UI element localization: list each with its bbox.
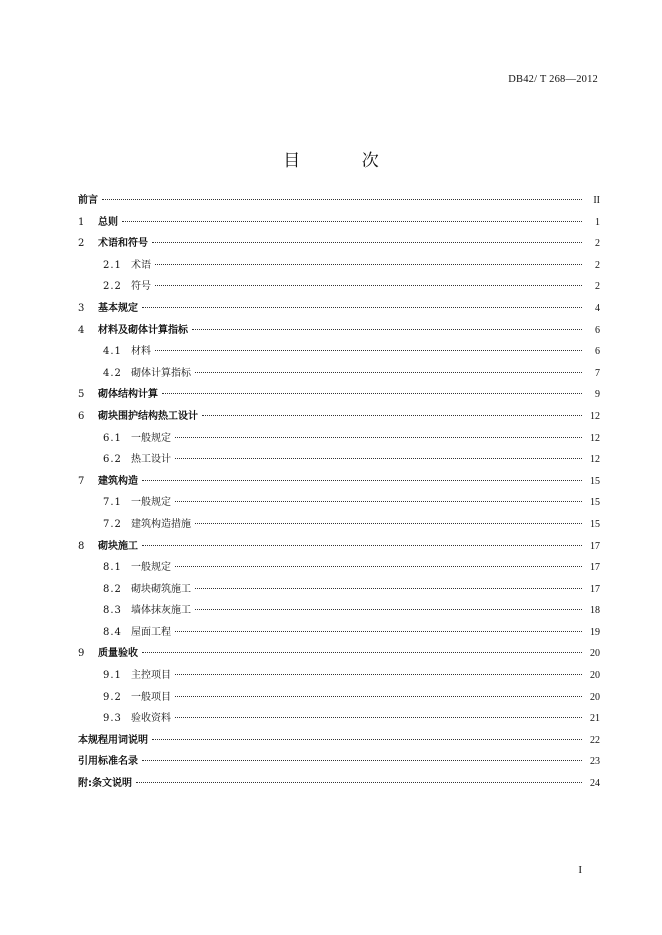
document-code: DB42/ T 268—2012 xyxy=(508,74,598,85)
toc-entry-title: 热工设计 xyxy=(131,454,171,466)
toc-entry-page: 1 xyxy=(595,216,600,228)
toc-entry[interactable] xyxy=(78,600,600,622)
toc-entry-title: 符号 xyxy=(131,281,151,293)
toc-entry-page: 12 xyxy=(590,454,600,466)
dot-leader xyxy=(175,696,582,697)
dot-leader xyxy=(155,264,582,265)
dot-leader xyxy=(195,523,582,524)
dot-leader xyxy=(175,566,582,567)
toc-entry-page: 9 xyxy=(595,389,600,401)
toc-entry[interactable] xyxy=(78,233,600,255)
toc-entry-title: 附:条文说明 xyxy=(78,778,132,790)
toc-entry-page: II xyxy=(593,195,600,206)
dot-leader xyxy=(175,458,582,459)
dot-leader xyxy=(152,242,582,243)
toc-entry-title: 砌体计算指标 xyxy=(131,367,191,379)
toc-entry-title: 前言 xyxy=(78,195,98,206)
toc-entry-number: 6 xyxy=(78,410,85,422)
toc-entry[interactable] xyxy=(78,298,600,320)
toc-entry-number: 1 xyxy=(78,216,85,228)
toc-entry-number: 6.2 xyxy=(103,454,122,466)
dot-leader xyxy=(142,307,582,308)
toc-entry[interactable] xyxy=(78,492,600,514)
toc-entry-number: 8 xyxy=(78,540,85,552)
toc-entry-page: 6 xyxy=(595,324,600,336)
toc-entry[interactable] xyxy=(78,751,600,773)
toc-entry-title: 建筑构造 xyxy=(98,475,138,487)
toc-entry-number: 8.3 xyxy=(103,605,122,617)
dot-leader xyxy=(155,350,582,351)
toc-entry-page: 22 xyxy=(590,734,600,746)
toc-entry-title: 一般规定 xyxy=(131,497,171,509)
toc-entry-title: 一般项目 xyxy=(131,691,171,703)
toc-entry[interactable] xyxy=(78,212,600,234)
toc-entry-title: 砌体结构计算 xyxy=(98,389,158,401)
toc-entry-page: 4 xyxy=(595,302,600,314)
dot-leader xyxy=(142,760,582,761)
dot-leader xyxy=(162,393,582,394)
toc-entry-number: 2.2 xyxy=(103,281,122,293)
toc-entry-title: 砌块砌筑施工 xyxy=(131,583,191,595)
toc-entry-title: 墙体抹灰施工 xyxy=(131,605,191,617)
toc-entry[interactable] xyxy=(78,190,600,212)
dot-leader xyxy=(155,285,582,286)
toc-entry-page: 2 xyxy=(595,238,600,250)
toc-entry[interactable] xyxy=(78,276,600,298)
toc-entry-page: 2 xyxy=(595,259,600,271)
toc-entry-title: 屋面工程 xyxy=(131,626,171,638)
dot-leader xyxy=(195,609,582,610)
toc-entry[interactable] xyxy=(78,471,600,493)
toc-entry-number: 9 xyxy=(78,648,85,660)
dot-leader xyxy=(142,545,582,546)
toc-entry[interactable] xyxy=(78,579,600,601)
dot-leader xyxy=(122,221,582,222)
toc-entry-page: 15 xyxy=(590,475,600,487)
toc-entry-title: 总则 xyxy=(98,216,118,228)
toc-entry-title: 基本规定 xyxy=(98,302,138,314)
toc-entry-number: 5 xyxy=(78,389,85,401)
dot-leader xyxy=(152,739,582,740)
dot-leader xyxy=(142,652,582,653)
toc-entry[interactable] xyxy=(78,320,600,342)
toc-entry-number: 9.3 xyxy=(103,713,122,725)
toc-entry-title: 材料及砌体计算指标 xyxy=(98,324,188,336)
toc-entry-number: 8.1 xyxy=(103,562,122,574)
toc-entry-number: 8.4 xyxy=(103,626,122,638)
toc-entry-page: 24 xyxy=(590,778,600,790)
toc-entry-page: 17 xyxy=(590,562,600,574)
toc-entry[interactable] xyxy=(78,514,600,536)
toc-entry[interactable] xyxy=(78,643,600,665)
toc-entry-page: 17 xyxy=(590,540,600,552)
table-of-contents xyxy=(78,190,600,795)
toc-entry-number: 7.1 xyxy=(103,497,122,509)
toc-entry[interactable] xyxy=(78,384,600,406)
toc-entry[interactable] xyxy=(78,665,600,687)
toc-entry-title: 质量验收 xyxy=(98,648,138,660)
toc-entry[interactable] xyxy=(78,341,600,363)
toc-entry[interactable] xyxy=(78,708,600,730)
toc-entry-page: 23 xyxy=(590,756,600,768)
toc-entry-page: 18 xyxy=(590,605,600,617)
dot-leader xyxy=(136,782,582,783)
toc-entry-number: 4.2 xyxy=(103,367,122,379)
toc-entry[interactable] xyxy=(78,557,600,579)
dot-leader xyxy=(175,674,582,675)
toc-entry-number: 3 xyxy=(78,302,85,314)
toc-entry[interactable] xyxy=(78,428,600,450)
toc-entry-title: 验收资料 xyxy=(131,713,171,725)
toc-entry-title: 建筑构造措施 xyxy=(131,518,191,530)
toc-entry-number: 7.2 xyxy=(103,518,122,530)
toc-entry-page: 2 xyxy=(595,281,600,293)
toc-entry-number: 2 xyxy=(78,238,85,250)
toc-entry-title: 引用标准名录 xyxy=(78,756,138,768)
toc-entry-page: 20 xyxy=(590,691,600,703)
toc-entry[interactable] xyxy=(78,406,600,428)
toc-entry-page: 12 xyxy=(590,410,600,422)
toc-entry-title: 一般规定 xyxy=(131,562,171,574)
toc-entry-page: 15 xyxy=(590,497,600,509)
dot-leader xyxy=(192,329,582,330)
toc-entry-number: 6.1 xyxy=(103,432,122,444)
toc-entry-page: 12 xyxy=(590,432,600,444)
toc-entry[interactable] xyxy=(78,687,600,709)
dot-leader xyxy=(175,501,582,502)
toc-entry-number: 4 xyxy=(78,324,85,336)
toc-entry-page: 7 xyxy=(595,367,600,379)
toc-entry-title: 主控项目 xyxy=(131,670,171,682)
toc-entry[interactable] xyxy=(78,255,600,277)
toc-entry-page: 20 xyxy=(590,670,600,682)
toc-title: 目 次 xyxy=(283,151,407,171)
page-number: I xyxy=(578,864,582,876)
dot-leader xyxy=(202,415,582,416)
toc-entry[interactable] xyxy=(78,363,600,385)
toc-entry-title: 术语 xyxy=(131,259,151,271)
dot-leader xyxy=(175,437,582,438)
toc-entry-page: 15 xyxy=(590,518,600,530)
toc-entry-number: 7 xyxy=(78,475,85,487)
dot-leader xyxy=(195,372,582,373)
toc-entry-page: 21 xyxy=(590,713,600,725)
toc-entry[interactable] xyxy=(78,536,600,558)
toc-entry[interactable] xyxy=(78,449,600,471)
dot-leader xyxy=(175,631,582,632)
toc-entry-title: 材料 xyxy=(131,346,151,358)
toc-entry-page: 6 xyxy=(595,346,600,358)
toc-entry[interactable] xyxy=(78,773,600,795)
toc-entry-page: 17 xyxy=(590,583,600,595)
toc-entry-number: 2.1 xyxy=(103,259,122,271)
toc-entry-title: 砌块施工 xyxy=(98,540,138,552)
dot-leader xyxy=(142,480,582,481)
dot-leader xyxy=(175,717,582,718)
toc-entry-title: 术语和符号 xyxy=(98,238,148,250)
toc-entry-page: 20 xyxy=(590,648,600,660)
toc-entry[interactable] xyxy=(78,730,600,752)
toc-entry-number: 9.1 xyxy=(103,670,122,682)
toc-entry-number: 4.1 xyxy=(103,346,122,358)
toc-entry-title: 本规程用词说明 xyxy=(78,734,148,746)
toc-entry-page: 19 xyxy=(590,626,600,638)
dot-leader xyxy=(195,588,582,589)
toc-entry[interactable] xyxy=(78,622,600,644)
dot-leader xyxy=(102,199,582,200)
toc-entry-number: 8.2 xyxy=(103,583,122,595)
toc-entry-number: 9.2 xyxy=(103,691,122,703)
toc-entry-title: 一般规定 xyxy=(131,432,171,444)
toc-entry-title: 砌块围护结构热工设计 xyxy=(98,410,198,422)
